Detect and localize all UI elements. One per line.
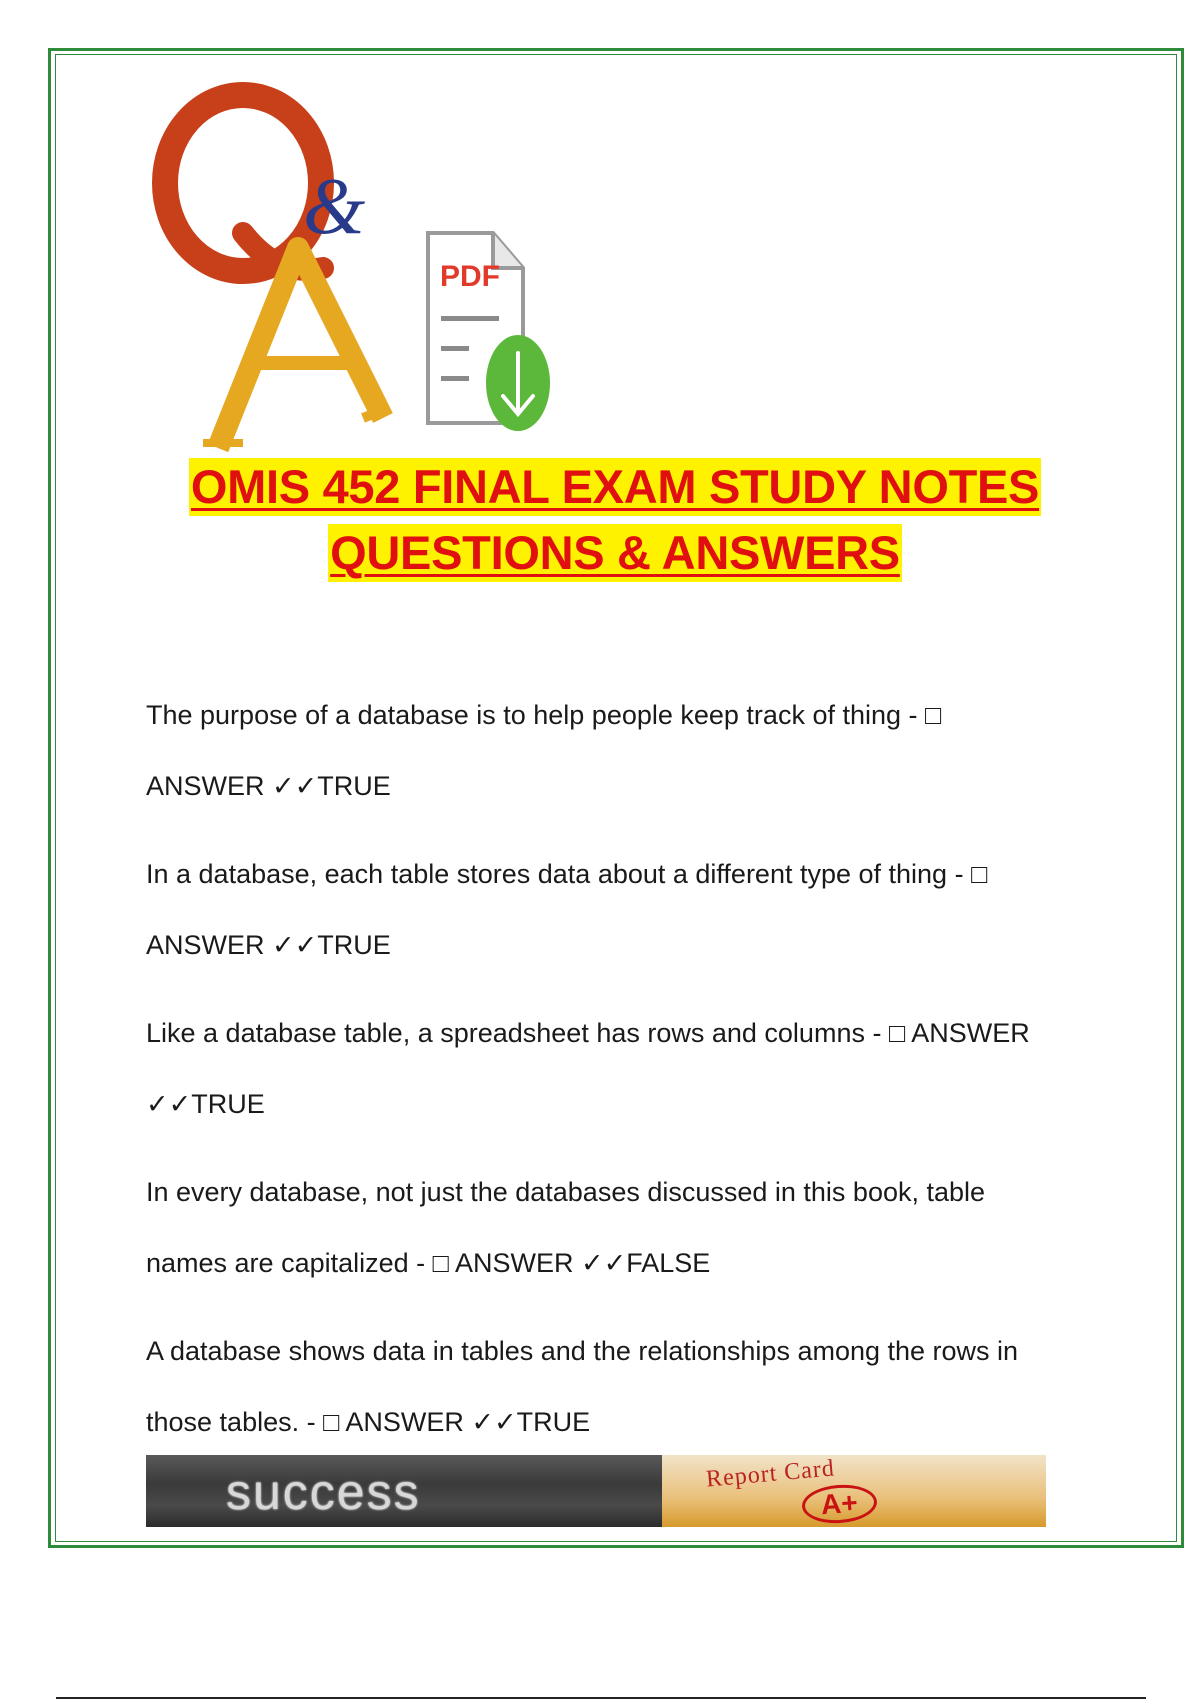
logo-ampersand: & bbox=[303, 163, 366, 251]
question-text: In a database, each table stores data about a different type of thing - □ bbox=[146, 859, 988, 889]
answer-text: ✓✓TRUE bbox=[146, 1089, 265, 1119]
document-title bbox=[60, 458, 1170, 590]
question-text: Like a database table, a spreadsheet has rows and columns - □ ANSWER bbox=[146, 1018, 1030, 1048]
question-text: In every database, not just the databases discussed in this book, table bbox=[146, 1177, 986, 1207]
answer-text: ANSWER ✓✓TRUE bbox=[146, 930, 391, 960]
report-card-image bbox=[662, 1455, 1046, 1527]
grade-badge: A+ bbox=[801, 1482, 878, 1525]
bottom-rule bbox=[56, 1697, 1146, 1699]
success-image bbox=[146, 1455, 662, 1527]
question-text: The purpose of a database is to help people keep track of thing - □ bbox=[146, 700, 942, 730]
qa-item bbox=[146, 1316, 1096, 1458]
question-text: A database shows data in tables and the relationships among the rows in bbox=[146, 1336, 1019, 1366]
footer-banner-image bbox=[146, 1455, 1046, 1527]
qa-item bbox=[146, 1157, 1096, 1299]
download-arrow-icon bbox=[486, 335, 550, 431]
report-card-label: Report Card bbox=[705, 1455, 836, 1493]
answer-text: names are capitalized - □ ANSWER ✓✓FALSE bbox=[146, 1248, 711, 1278]
qa-pdf-logo bbox=[148, 78, 588, 463]
pdf-label: PDF bbox=[440, 260, 500, 293]
title-line-2: QUESTIONS & ANSWERS bbox=[328, 524, 902, 582]
answer-text: ANSWER ✓✓TRUE bbox=[146, 771, 391, 801]
qa-item bbox=[146, 680, 1096, 822]
success-text: success bbox=[226, 1464, 421, 1520]
qa-item bbox=[146, 998, 1096, 1140]
title-line-1: OMIS 452 FINAL EXAM STUDY NOTES bbox=[189, 458, 1041, 516]
answer-text: those tables. - □ ANSWER ✓✓TRUE bbox=[146, 1407, 591, 1437]
qa-item bbox=[146, 839, 1096, 981]
qa-list bbox=[146, 680, 1096, 1475]
